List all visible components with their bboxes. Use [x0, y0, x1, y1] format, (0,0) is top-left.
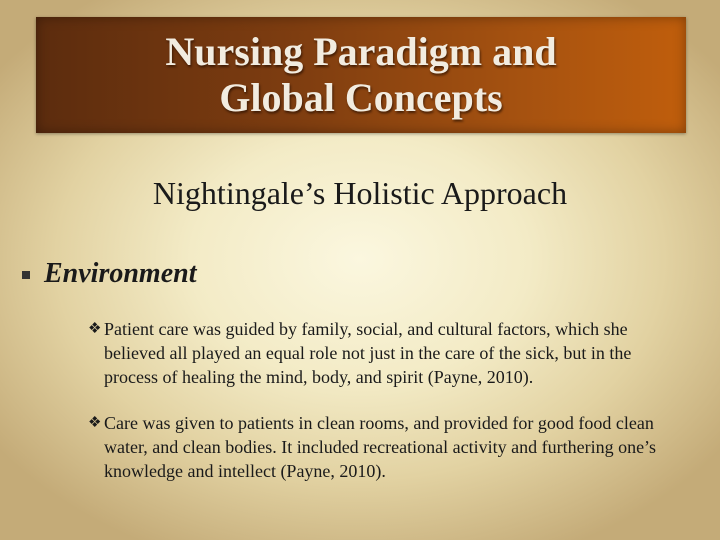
diamond-bullet-icon: ❖ — [88, 321, 102, 337]
slide-title — [165, 29, 556, 121]
list-item-text: Patient care was guided by family, social, and cultural factors, which she believed all played an equal role not just in the care of the sick, but in the process of healing the mind, body, and spirit (Payne, 2010). — [104, 319, 632, 387]
section-heading — [22, 256, 196, 292]
section-heading-text: Environment — [44, 258, 197, 289]
diamond-bullet-icon: ❖ — [88, 415, 102, 431]
list-item-text: Care was given to patients in clean rooms, and provided for good food clean water, and clean bodies. It included recreational activity and furthering one’s knowledge and intellect (Payne, 2010). — [104, 413, 657, 481]
list-item — [88, 317, 688, 389]
bullet-list — [88, 317, 688, 505]
slide-subtitle: Nightingale’s Holistic Approach — [152, 175, 568, 211]
square-bullet-icon — [22, 271, 30, 279]
slide-title-line-1: Nursing Paradigm and — [165, 29, 557, 74]
slide-title-line-2: Global Concepts — [219, 75, 503, 120]
list-item — [88, 411, 688, 483]
title-banner — [36, 17, 686, 133]
